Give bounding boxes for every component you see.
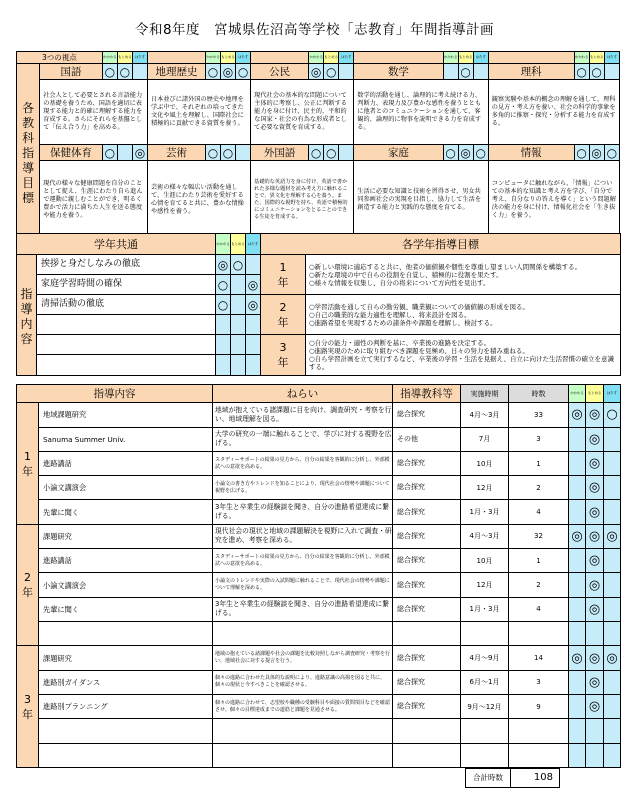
table-row xyxy=(17,549,621,573)
aim-cell: 現代社会の現状と地域の課題解決を視野に入れて調査・研究を進め、考察を深める。 xyxy=(213,524,393,548)
mark xyxy=(604,476,621,500)
viewpoint-hatasu: はたす xyxy=(132,52,147,64)
period-cell: 10月 xyxy=(461,549,509,573)
subject-cell: 総合探究 xyxy=(393,597,461,621)
mark: ◎ xyxy=(586,670,604,694)
mark: ○ xyxy=(473,145,488,161)
period-cell xyxy=(461,743,509,767)
hours-cell xyxy=(509,719,569,743)
mark: ○ xyxy=(205,64,220,80)
subject-cell: 総合探究 xyxy=(393,549,461,573)
mark: ◎ xyxy=(586,524,604,548)
mark: ◎ xyxy=(586,573,604,597)
aim-cell: スタディーサポートの結果の見方から、自分の結果を客観的に分析し、外部模試への意欲を高める。 xyxy=(213,549,393,573)
period-cell xyxy=(461,719,509,743)
hours-cell xyxy=(509,743,569,767)
period-cell: 4月～3月 xyxy=(461,524,509,548)
mark xyxy=(569,476,586,500)
mark xyxy=(569,670,586,694)
mark xyxy=(604,719,621,743)
hours-cell: 1 xyxy=(509,549,569,573)
mark xyxy=(586,622,604,646)
guidance-goals-table: 学年共通 かかわる もとめる はたす 各学年指導目標 指導内容 挨拶と身だしなみの徹底 ◎ ○ 1年 ○新しい環境に適応すると共に、他者の価値観や個性を尊重し望ましい人間関係を構築する。 ○新たな環境の中で自らの役割を自覚し、積極的に役割を果たす。 ○様々な情報を収集し、自分の将来について方向性を見出す。 家庭学習時間の確保 ○ ◎ 清掃活動の徹底 ○ ◎ 2年 ○学習活動を通して自らの勤労観、職業観についての価値観の形成を図る。 ○自己の職業的な能力適性を理解し、将来設計を図る。 ○進路希望を実現するための諸条件や課題を理解し、検討する。 3年 ○自分の能力・適性の判断を基に、卒業後の進路を決定する。 ○進路実現のために取り組むべき課題を見極め、日々の努力を積み重ねる。 ○自ら学習計画を立て実行するなど、卒業後の学習・生活を見据え、自立に向けた生活習慣の確立を意識する。 xyxy=(16,233,621,376)
subject-cell: 総合探究 xyxy=(393,476,461,500)
subject-goal-text: 現代社会の基本的な問題について主体的に考察し、公正に判断する能力を身に付け、民主的、平和的な国家・社会の有為な形成者として必要な資質を育成する。 xyxy=(251,80,354,145)
grade-label: 1年 xyxy=(261,255,306,295)
mark xyxy=(586,743,604,767)
mark xyxy=(132,64,147,80)
mark: ◎ xyxy=(586,451,604,475)
aim-cell: 3年生と卒業生の経験談を聞き、自分の進路希望達成に繋げる。 xyxy=(213,597,393,621)
subject-cell: 総合探究 xyxy=(393,524,461,548)
hours-cell: 4 xyxy=(509,597,569,621)
period-cell: 12月 xyxy=(461,476,509,500)
aim-cell: スタディーサポートの結果の見方から、自分の結果を客観的に分析し、外部模試への意欲を高める。 xyxy=(213,451,393,475)
mark xyxy=(443,64,458,80)
common-header: 学年共通 xyxy=(17,234,216,255)
total-value: 108 xyxy=(510,768,560,788)
mark xyxy=(569,743,586,767)
hours-cell: 32 xyxy=(509,524,569,548)
subject-goal-text: 観察実験や基本的概念の理解を通して、理科の見方・考え方を養い、社会の科学的事象を多角的に推察・探究・分析する能力を育成する。 xyxy=(488,80,619,145)
subject-cell: 総合探究 xyxy=(393,646,461,670)
mark: ◎ xyxy=(132,145,147,161)
subject-name: 家庭 xyxy=(354,145,443,161)
aim-cell: 地域が抱えている諸課題に目を向け、調査研究・考察を行い、地域理解を図る。 xyxy=(213,403,393,427)
mark xyxy=(569,597,586,621)
mark: ◎ xyxy=(458,145,473,161)
mark xyxy=(604,622,621,646)
subject-name: 国語 xyxy=(40,64,103,80)
table-row xyxy=(17,597,621,621)
mark xyxy=(569,427,586,451)
page-title: 令和8年度 宮城県佐沼高等学校「志教育」年間指導計画 xyxy=(134,22,495,38)
hours-cell: 9 xyxy=(509,694,569,718)
mark: ◎ xyxy=(569,524,586,548)
mark: ◎ xyxy=(586,549,604,573)
side-label-subject-goals: 各教科指導目標 xyxy=(17,64,40,240)
content-cell: 進路別プランニング xyxy=(39,694,213,718)
content-cell: 先輩に聞く xyxy=(39,597,213,621)
subject-goal-text: 現代の様々な健康問題を自分のこととして捉え、生涯にわたり自ら進んで運動に親しむことができ、明るく豊かで活力に満ちた人生を送る態度や能力を養う。 xyxy=(40,161,148,240)
mark: ◎ xyxy=(589,145,604,161)
subject-goal-text: 基礎的な英語力を身に付け、英語で書かれた多様な題材を読み考え方に触れることで、異文化を理解する心を養う。また、国際的な視野を持ち、英語で積極的にコミュニケーションをとることのできる生徒を育成する。 xyxy=(251,161,354,240)
content-cell: 課題研究 xyxy=(39,646,213,670)
content-cell: 進路講話 xyxy=(39,451,213,475)
subject-goal-text: 社会人として必要とされる言語能力の基礎を養うため、国語を適切に表現する能力と的確に理解する能力を育成する。さらにそれらを基盤として「伝え合う力」を高める。 xyxy=(40,80,148,145)
period-header: 実施時期 xyxy=(461,385,509,403)
mark xyxy=(231,275,246,295)
aim-cell xyxy=(213,622,393,646)
mark xyxy=(569,694,586,718)
mark: ◎ xyxy=(586,597,604,621)
mark xyxy=(569,451,586,475)
content-cell xyxy=(39,743,213,767)
mark xyxy=(604,500,621,524)
subject-name: 外国語 xyxy=(251,145,309,161)
mark xyxy=(604,743,621,767)
table-row xyxy=(17,694,621,718)
grade-goal-text: ○新しい環境に適応すると共に、他者の価値観や個性を尊重し望ましい人間関係を構築する。 ○新たな環境の中で自らの役割を自覚し、積極的に役割を果たす。 ○様々な情報を収集し、自分の将来について方向性を見出す。 xyxy=(306,255,621,295)
table-row xyxy=(17,743,621,767)
subject-cell: 総合探究 xyxy=(393,403,461,427)
mark xyxy=(569,549,586,573)
mark xyxy=(604,64,619,80)
content-cell: 進路講話 xyxy=(39,549,213,573)
content-cell xyxy=(39,719,213,743)
content-cell: 先輩に聞く xyxy=(39,500,213,524)
aim-cell xyxy=(213,743,393,767)
table-row xyxy=(17,646,621,670)
grade-label: 2年 xyxy=(261,295,306,335)
subject-goal-text: 数学的活動を通し、論理的に考え続ける力、判断力、表現力及び豊かな感性を養うとともに他者とのコミュニケーションを通して、客観的、論理的に物事を説明できる力を育成する。 xyxy=(354,80,488,145)
aim-cell: 小論文のトレンドや実際の入試問題に触れることで、現代社会の情勢や課題について理解を深める。 xyxy=(213,573,393,597)
mark xyxy=(231,295,246,315)
hours-header: 時数 xyxy=(509,385,569,403)
mark xyxy=(569,500,586,524)
mark xyxy=(339,64,354,80)
mark xyxy=(246,255,261,275)
aim-header: ねらい xyxy=(213,385,393,403)
mark: ◎ xyxy=(246,295,261,315)
mark: ◎ xyxy=(586,403,604,427)
mark: ○ xyxy=(589,64,604,80)
mark xyxy=(586,719,604,743)
aim-cell xyxy=(213,719,393,743)
mark: ○ xyxy=(205,145,220,161)
mark: ○ xyxy=(231,255,246,275)
hours-cell: 14 xyxy=(509,646,569,670)
mark: ○ xyxy=(574,145,589,161)
viewpoint-motomeru: もとめる xyxy=(117,52,132,64)
side-label-guidance: 指導内容 xyxy=(17,255,37,376)
mark: ◎ xyxy=(216,255,231,275)
mark xyxy=(117,145,132,161)
mark xyxy=(604,451,621,475)
grade-goal-text: ○自分の能力・適性の判断を基に、卒業後の進路を決定する。 ○進路実現のために取り組むべき課題を見極め、日々の努力を積み重ねる。 ○自ら学習計画を立て実行するなど、卒業後の学習・生活を見据え、自立に向けた生活習慣の確立を意識する。 xyxy=(306,335,621,376)
subject-name: 情報 xyxy=(488,145,574,161)
mark: ◎ xyxy=(569,646,586,670)
content-cell: 進路別ガイダンス xyxy=(39,670,213,694)
table-row xyxy=(17,427,621,451)
period-cell: 1月・3月 xyxy=(461,597,509,621)
grade-label: 3年 xyxy=(261,335,306,376)
mark: ◎ xyxy=(309,64,324,80)
grade-goals-header: 各学年指導目標 xyxy=(261,234,621,255)
period-cell: 1月・3月 xyxy=(461,500,509,524)
mark: ◎ xyxy=(586,500,604,524)
mark: ◎ xyxy=(586,476,604,500)
mark: ○ xyxy=(102,145,117,161)
hours-cell: 2 xyxy=(509,573,569,597)
subject-cell xyxy=(393,719,461,743)
common-item: 家庭学習時間の確保 xyxy=(37,275,216,295)
mark: ◎ xyxy=(221,64,236,80)
period-cell: 12月 xyxy=(461,573,509,597)
mark: ○ xyxy=(236,64,251,80)
table-row xyxy=(17,622,621,646)
subject-name: 芸術 xyxy=(147,145,205,161)
mark: ○ xyxy=(574,64,589,80)
subject-name: 理科 xyxy=(488,64,574,80)
grade-label: 1年 xyxy=(17,403,39,525)
subject-goal-text: 日本並びに諸外国の歴史や地理を学ぶ中で、それぞれの培ってきた文化や風土を理解し、国際社会に積極的に貢献できる資質を養う。 xyxy=(147,80,250,145)
mark: ◎ xyxy=(569,403,586,427)
mark: ○ xyxy=(309,145,324,161)
aim-cell: 3年生と卒業生の経験談を聞き、自分の進路希望達成に繋げる。 xyxy=(213,500,393,524)
content-cell: 小論文講演会 xyxy=(39,573,213,597)
subject-cell: 総合探究 xyxy=(393,670,461,694)
period-cell: 4月～3月 xyxy=(461,403,509,427)
period-cell: 6月～1月 xyxy=(461,670,509,694)
period-cell: 10月 xyxy=(461,451,509,475)
mark: ○ xyxy=(216,275,231,295)
mark: ○ xyxy=(117,64,132,80)
table-row xyxy=(17,573,621,597)
subject-cell: 総合探究 xyxy=(393,694,461,718)
subject-cell: 総合探究 xyxy=(393,500,461,524)
content-cell: 課題研究 xyxy=(39,524,213,548)
mark: ○ xyxy=(324,64,339,80)
content-cell: 地域課題研究 xyxy=(39,403,213,427)
subject-name: 保健体育 xyxy=(40,145,103,161)
mark xyxy=(604,670,621,694)
aim-cell: 大学の研究の一端に触れることで、学びに対する視野を広げる。 xyxy=(213,427,393,451)
grade-label: 2年 xyxy=(17,524,39,646)
viewpoints-label: 3つの視点 xyxy=(17,52,103,64)
table-row xyxy=(17,719,621,743)
content-cell: 小論文講演会 xyxy=(39,476,213,500)
mark: ◎ xyxy=(604,524,621,548)
mark xyxy=(604,573,621,597)
subject-header: 指導教科等 xyxy=(393,385,461,403)
mark xyxy=(339,145,354,161)
period-cell: 7月 xyxy=(461,427,509,451)
mark: ○ xyxy=(324,145,339,161)
table-row xyxy=(17,500,621,524)
grade-label: 3年 xyxy=(17,646,39,768)
table-row xyxy=(17,670,621,694)
subject-goal-text: 芸術の様々な幅広い活動を通して、生涯にわたり芸術を愛好する心情を育てると共に、豊かな情操や感性を養う。 xyxy=(147,161,250,240)
period-cell xyxy=(461,622,509,646)
table-row xyxy=(17,476,621,500)
mark xyxy=(604,694,621,718)
table-row xyxy=(17,403,621,427)
aim-cell: 個々の進路に合わせた具体的な説明により、進路意識の高揚を図ると共に、個々の現状と今すべきことを確認させる。 xyxy=(213,670,393,694)
subject-cell: その他 xyxy=(393,427,461,451)
annual-plan-table: 指導内容 ねらい 指導教科等 実施時期 時数 かかわる もとめる はたす 1年 地域課題研究 地域が抱えている諸課題に目を向け、調査研究・考察を行い、地域理解を図る。 総合探究 4月～3月 33 ◎ ◎ ○ Sanuma Summer Univ. 大学の研究の一端に触れることで、学びに対する視野を広げる。 その他 7月 3 ◎ 進路講話 スタディーサポートの結果の見方から、自分の結果を客観的に分析し、外部模試への意欲を高める。 総合探究 10月 1 ◎ 小論文講演会 小論文の書き方やトレンドを知ることにより、現代社会の情勢や課題について視野を広げる。 総合探究 12月 2 ◎ 先輩に聞く 3年生と卒業生の経験談を聞き、自分の進路希望達成に繋げる。 総合探究 1月・3月 4 ◎ 2年 課題研究 現代社会の現状と地域の課題解決を視野に入れて調査・研究を進め、考察を深める。 総合探究 4月～3月 32 ◎ ◎ ◎ 進路講話 スタディーサポートの結果の見方から、自分の結果を客観的に分析し、外部模試への意欲を高める。 総合探究 10月 1 ◎ 小論文講演会 小論文のトレンドや実際の入試問題に触れることで、現代社会の情勢や課題について理解を深める。 総合探究 12月 2 ◎ 先輩に聞く 3年生と卒業生の経験談を聞き、自分の進路希望達成に繋げる。 総合探究 1月・3月 4 ◎ 3年 課題研究 地域の抱えている諸課題や社会の課題を比較対照しながら調査研究・考察を行い、地域社会に対する提言を行う。 総合探究 4月～9月 14 ◎ ◎ ◎ 進路別ガイダンス 個々の進路に合わせた具体的な説明により、進路意識の高揚を図ると共に、個々の現状と今すべきことを確認させる。 総合探究 6月～1月 3 ◎ 進路別プランニング 個々の進路に合わせて、志望校や職種の受験科目や面接の質問項目などを確認させ、個々の目標達成までの道筋と課題を見通させる。 総合探究 9月～12月 9 ◎ xyxy=(16,384,621,768)
aim-cell: 個々の進路に合わせて、志望校や職種の受験科目や面接の質問項目などを確認させ、個々の目標達成までの道筋と課題を見通させる。 xyxy=(213,694,393,718)
mark xyxy=(569,719,586,743)
table-row xyxy=(17,451,621,475)
hours-cell xyxy=(509,622,569,646)
hours-cell: 33 xyxy=(509,403,569,427)
hours-cell: 3 xyxy=(509,427,569,451)
aim-cell: 小論文の書き方やトレンドを知ることにより、現代社会の情勢や課題について視野を広げる。 xyxy=(213,476,393,500)
mark: ○ xyxy=(221,145,236,161)
mark: ○ xyxy=(216,295,231,315)
mark: ◎ xyxy=(604,646,621,670)
subject-name: 地理歴史 xyxy=(147,64,205,80)
mark xyxy=(236,145,251,161)
mark: ○ xyxy=(443,145,458,161)
subject-cell xyxy=(393,622,461,646)
mark xyxy=(604,597,621,621)
aim-cell: 地域の抱えている諸課題や社会の課題を比較対照しながら調査研究・考察を行い、地域社会に対する提言を行う。 xyxy=(213,646,393,670)
subject-name: 数学 xyxy=(354,64,443,80)
subject-cell xyxy=(393,743,461,767)
mark xyxy=(604,549,621,573)
mark: ○ xyxy=(604,403,621,427)
subject-cell: 総合探究 xyxy=(393,573,461,597)
table-row xyxy=(17,524,621,548)
hours-cell: 1 xyxy=(509,451,569,475)
mark: ○ xyxy=(102,64,117,80)
subject-cell: 総合探究 xyxy=(393,451,461,475)
mark xyxy=(604,427,621,451)
mark: ◎ xyxy=(586,427,604,451)
subject-goal-text: コンピュータに触れながら、「情報」についての基本的な知識と考え方を学び、「自分で考え、自分なりの答えを導く」という問題解決の能力を身に付け、情報化社会を「生き抜く力」を養う。 xyxy=(488,161,619,240)
period-cell: 9月～12月 xyxy=(461,694,509,718)
total-label: 合計時数 xyxy=(465,768,510,788)
hours-cell: 4 xyxy=(509,500,569,524)
grade-goal-text: ○学習活動を通して自らの勤労観、職業観についての価値観の形成を図る。 ○自己の職業的な能力適性を理解し、将来設計を図る。 ○進路希望を実現するための諸条件や課題を理解し、検討する。 xyxy=(306,295,621,335)
subject-goals-table: 3つの視点 かかわる もとめる はたす かかわる もとめる はたす かかわる もとめる はたす かかわる もとめる はたす かかわる もとめる はたす 各教科指導目標 国語 ○ ○ 地理歴史 ○ ◎ ○ 公民 ◎ ○ 数学 ○ 理科 ○ ○ 社会人として必要とされる言語能力の基礎を養うため、国語を適切に表現する能力と的確に理解する能力を育成する。さらにそれらを基盤として「伝え合う力」を高める。 日本並びに諸外国の歴史や地理を学ぶ中で、それぞれの培ってきた文化や風土を理解し、国際社会に積極的に貢献できる資質を養う。 現代社会の基本的な問題について主体的に考察し、公正に判断する能力を身に付け、民主的、平和的な国家・社会の有為な形成者として必要な資質を育成する。 数学的活動を通し、論理的に考え続ける力、判断力、表現力及び豊かな感性を養うとともに他者とのコミュニケーションを通して、客観的、論理的に物事を説明できる力を育成する。 観察実験や基本的概念の理解を通して、理科の見方・考え方を養い、社会の科学的事象を多角的に推察・探究・分析する能力を育成する。 保健体育 ○ ◎ 芸術 ○ ○ 外国語 ○ ○ 家庭 ○ ◎ ○ 情報 ○ ◎ ○ 現代の様々な健康問題を自分のこととして捉え、生涯にわたり自ら進んで運動に親しむことができ、明るく豊かで活力に満ちた人生を送る態度や能力を養う。 芸術の様々な幅広い活動を通して、生涯にわたり芸術を愛好する心情を育てると共に、豊かな情操や感性を養う。 基礎的な英語力を身に付け、英語で書かれた多様な題材を読み考え方に触れることで、異文化を理解する心を養う。また、国際的な視野を持ち、英語で積極的にコミュニケーションをとることのできる生徒を育成する。 生活に必要な知識と技術を習得させ、男女共同参画社会の実現を目指し、協力して生活を創造する能力と実践的な態度を育てる。 コンピュータに触れながら、「情報」についての基本的な知識と考え方を学び、「自分で考え、自分なりの答えを導く」という問題解決の能力を身に付け、情報化社会を「生き抜く力」を養う。 xyxy=(16,51,620,240)
content-cell xyxy=(39,622,213,646)
content-header: 指導内容 xyxy=(17,385,213,403)
mark: ◎ xyxy=(246,275,261,295)
subject-name: 公民 xyxy=(251,64,309,80)
viewpoint-kakawaru: かかわる xyxy=(102,52,117,64)
hours-cell: 3 xyxy=(509,670,569,694)
mark: ◎ xyxy=(586,694,604,718)
mark: ○ xyxy=(604,145,619,161)
mark xyxy=(569,573,586,597)
hours-cell: 2 xyxy=(509,476,569,500)
content-cell: Sanuma Summer Univ. xyxy=(39,427,213,451)
subject-goal-text: 生活に必要な知識と技術を習得させ、男女共同参画社会の実現を目指し、協力して生活を創造する能力と実践的な態度を育てる。 xyxy=(354,161,488,240)
period-cell: 4月～9月 xyxy=(461,646,509,670)
mark: ◎ xyxy=(586,646,604,670)
common-item: 挨拶と身だしなみの徹底 xyxy=(37,255,216,275)
common-item: 清掃活動の徹底 xyxy=(37,295,216,315)
mark xyxy=(473,64,488,80)
mark: ○ xyxy=(458,64,473,80)
mark xyxy=(569,622,586,646)
